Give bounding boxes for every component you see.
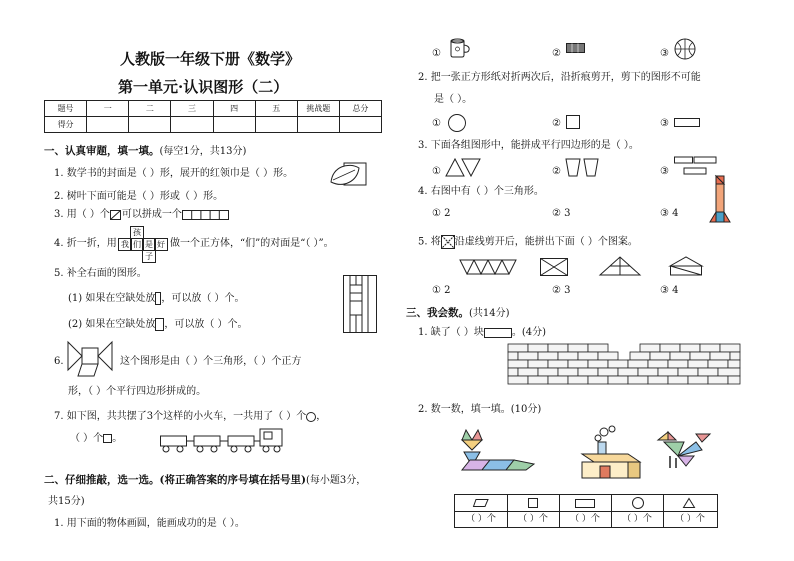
s3-q1 xyxy=(418,327,546,339)
section3-title: 三、我会数。 xyxy=(406,307,469,319)
count-answer-cell[interactable]: （ ）个 xyxy=(675,514,705,524)
s1-q7-b xyxy=(70,433,122,445)
cube-face: 我 xyxy=(118,238,132,251)
s1-q3-text-b: 可以拼成一个 xyxy=(121,209,182,220)
s2-q4-opt-3[interactable]: ③ 4 xyxy=(660,208,679,219)
s2-q1: 1. 用下面的物体画圆，能画成功的是（ ）。 xyxy=(54,518,245,529)
circle-icon xyxy=(632,497,644,509)
section3-note: (共14分) xyxy=(469,308,510,319)
circle-icon xyxy=(448,114,466,132)
s2-q3-opt-1[interactable]: ① xyxy=(432,166,441,177)
rectangle-icon xyxy=(575,499,595,508)
s3-q2: 2. 数一数，填一填。(10分) xyxy=(418,404,542,415)
cube-face: 们 xyxy=(130,238,144,251)
score-cell: 一 xyxy=(87,101,129,117)
s2-q5-opt-1[interactable]: ① 2 xyxy=(432,285,451,296)
cube-face: 好 xyxy=(154,238,168,251)
page-subtitle: 第一单元·认识图形（二） xyxy=(118,78,289,96)
s2-q3-opt-2[interactable]: ② xyxy=(552,166,561,177)
cup-icon xyxy=(448,38,472,58)
s1-q7-a xyxy=(54,411,326,423)
s2-q5-opt-2[interactable]: ② 3 xyxy=(552,285,571,296)
block-icon xyxy=(566,43,586,55)
score-cell: 四 xyxy=(213,101,255,117)
count-cell xyxy=(455,495,508,511)
s2-q1-opt-3[interactable]: ③ xyxy=(660,48,669,59)
count-cell xyxy=(663,495,717,511)
period-text: 。 xyxy=(112,433,123,444)
bird-figure xyxy=(654,432,712,472)
small-square-icon xyxy=(155,318,164,331)
dashed-square-icon xyxy=(441,235,455,249)
s2-q3-opt-3[interactable]: ③ xyxy=(660,166,669,177)
s1-q7-text: 7. 如下图，共共摆了3个这样的小火车，一共用了（ ）个 xyxy=(54,411,307,422)
score-input[interactable] xyxy=(87,117,129,133)
brick-icon xyxy=(484,328,512,338)
count-answer-cell[interactable]: （ ）个 xyxy=(559,511,612,527)
s1-q6-a: 6. xyxy=(54,356,64,367)
square-icon xyxy=(566,115,580,129)
page-title: 人教版一年级下册《数学》 xyxy=(120,50,301,68)
s1-q2: 2. 树叶下面可能是（ ）形或（ ）形。 xyxy=(54,191,224,202)
long-rectangle-grid-icon xyxy=(182,210,230,220)
s2-q4: 4. 右图中有（ ）个三角形。 xyxy=(418,186,544,197)
trapezoid-pair-icon xyxy=(566,158,600,178)
circle-icon xyxy=(306,412,316,422)
cube-net xyxy=(115,226,175,262)
bowtie-figure xyxy=(66,342,118,378)
s1-q5-b xyxy=(68,318,248,331)
rocket-figure xyxy=(708,176,732,226)
section1-title: 一、认真审题，填一填。 xyxy=(44,145,160,157)
score-input[interactable] xyxy=(297,117,339,133)
s2-q2-opt-2[interactable]: ② xyxy=(552,118,561,129)
s1-q4-a: 4. 折一折，用 xyxy=(54,238,117,249)
s1-q3 xyxy=(54,209,230,221)
triangle-icon xyxy=(683,498,695,508)
count-answer-cell[interactable]: （ ）个 xyxy=(455,511,508,527)
s2-q4-opt-1[interactable]: ① 2 xyxy=(432,208,451,219)
count-table-shape-row xyxy=(455,495,717,512)
score-cell: 挑战题 xyxy=(297,101,339,117)
section2-heading xyxy=(44,474,366,487)
score-input[interactable] xyxy=(339,117,381,133)
s2-q4-opt-2[interactable]: ② 3 xyxy=(552,208,571,219)
s1-q6-b: 这个图形是由（ ）个三角形，（ ）个正方 xyxy=(120,356,302,367)
long-rectangle-icon xyxy=(674,118,700,127)
score-table-score-row xyxy=(45,117,382,133)
count-table xyxy=(454,494,718,528)
count-cell xyxy=(559,495,612,511)
s2-q1-opt-1[interactable]: ① xyxy=(432,48,441,59)
cube-face: 是 xyxy=(142,238,156,251)
count-table-answer-row xyxy=(455,511,717,527)
count-cell xyxy=(611,495,664,511)
s2-q2-b: 是（ ）。 xyxy=(434,94,473,105)
s3-q1-text: 1. 缺了（ ）块 xyxy=(418,327,484,338)
rectangles-pair-icon xyxy=(674,156,718,178)
cube-face: 孩 xyxy=(130,226,144,239)
s2-q5-text: 5. 将 xyxy=(418,236,441,248)
s2-q5 xyxy=(418,235,638,249)
s2-q2-opt-3[interactable]: ③ xyxy=(660,118,669,129)
score-input[interactable] xyxy=(213,117,255,133)
count-answer-cell[interactable]: （ ）个 xyxy=(507,511,560,527)
section3-heading xyxy=(406,307,510,320)
s2-q1-opt-2[interactable]: ② xyxy=(552,48,561,59)
s2-q5-text-b: 沿虚线剪开后，能拼出下面（ ）个图案。 xyxy=(454,236,638,248)
s2-q2: 2. 把一张正方形纸对折两次后，沿折痕剪开，剪下的图形不可能 xyxy=(418,72,701,83)
score-input[interactable] xyxy=(255,117,297,133)
small-triangle-pair-icon xyxy=(110,210,122,220)
score-cell: 总分 xyxy=(339,101,381,117)
s1-q4-b: 做一个正方体，“们”的对面是“（ ）”。 xyxy=(170,238,334,249)
s1-q7-b-text: （ ）个 xyxy=(70,433,104,444)
s2-q3: 3. 下面各组图形中，能拼成平行四边形的是（ ）。 xyxy=(418,140,639,151)
count-answer-cell[interactable]: （ ）个 xyxy=(611,511,664,527)
house-figure xyxy=(572,426,652,480)
comma-text: ， xyxy=(316,411,327,422)
section2-title: 二、仔细推敲，选一选。 xyxy=(44,474,160,486)
triangles-pair-icon xyxy=(446,158,482,178)
score-cell: 三 xyxy=(171,101,213,117)
s1-q5: 5. 补全右面的图形。 xyxy=(54,268,147,279)
s1-q1: 1. 数学书的封面是（ ）形，展开的红领巾是（ ）形。 xyxy=(54,168,294,179)
s2-q2-opt-1[interactable]: ① xyxy=(432,118,441,129)
pattern-zigzag xyxy=(460,258,516,276)
pattern-square xyxy=(540,258,568,276)
score-cell: 二 xyxy=(129,101,171,117)
count-cell xyxy=(507,495,560,511)
section2-note: (每小题3分， xyxy=(305,475,367,486)
s1-q5-a xyxy=(68,292,245,305)
square-icon xyxy=(103,434,112,443)
section1-note: (每空1分，共13分) xyxy=(159,146,247,157)
cube-face: 子 xyxy=(142,250,156,263)
parallelogram-icon xyxy=(473,499,489,507)
stripe-rectangle-figure xyxy=(343,275,377,333)
s1-q5-b-text-b: ，可以放（ ）个。 xyxy=(164,319,248,330)
s1-q5-b-text: (2) 如果在空缺处放 xyxy=(68,319,156,330)
cat-figure xyxy=(458,430,538,478)
score-input[interactable] xyxy=(171,117,213,133)
s2-q5-opt-3[interactable]: ③ 4 xyxy=(660,285,679,296)
pattern-house xyxy=(670,256,702,276)
pattern-big-triangle xyxy=(600,256,640,276)
score-cell: 得分 xyxy=(45,117,87,133)
s1-q6-c: 形，（ ）个平行四边形拼成的。 xyxy=(68,386,207,397)
score-cell: 五 xyxy=(255,101,297,117)
brick-wall-figure xyxy=(508,344,740,392)
square-icon xyxy=(528,498,538,508)
train-figure xyxy=(160,428,288,454)
s1-q3-text: 3. 用（ ）个 xyxy=(54,209,110,220)
s1-q5-a-text: (1) 如果在空缺处放 xyxy=(68,293,156,304)
s3-q1-text-b: 。(4分) xyxy=(511,327,547,338)
score-table-header-row xyxy=(45,101,382,117)
s1-q5-a-text-b: ，可以放（ ）个。 xyxy=(161,293,245,304)
ball-icon xyxy=(674,38,696,60)
section2-bold-note: (将正确答案的序号填在括号里) xyxy=(159,474,306,486)
score-input[interactable] xyxy=(129,117,171,133)
section2-note-line2: 共15分) xyxy=(48,496,85,507)
leaf-shape-icon xyxy=(329,160,369,190)
section1-heading xyxy=(44,145,246,158)
score-table xyxy=(44,100,382,133)
score-cell: 题号 xyxy=(45,101,87,117)
